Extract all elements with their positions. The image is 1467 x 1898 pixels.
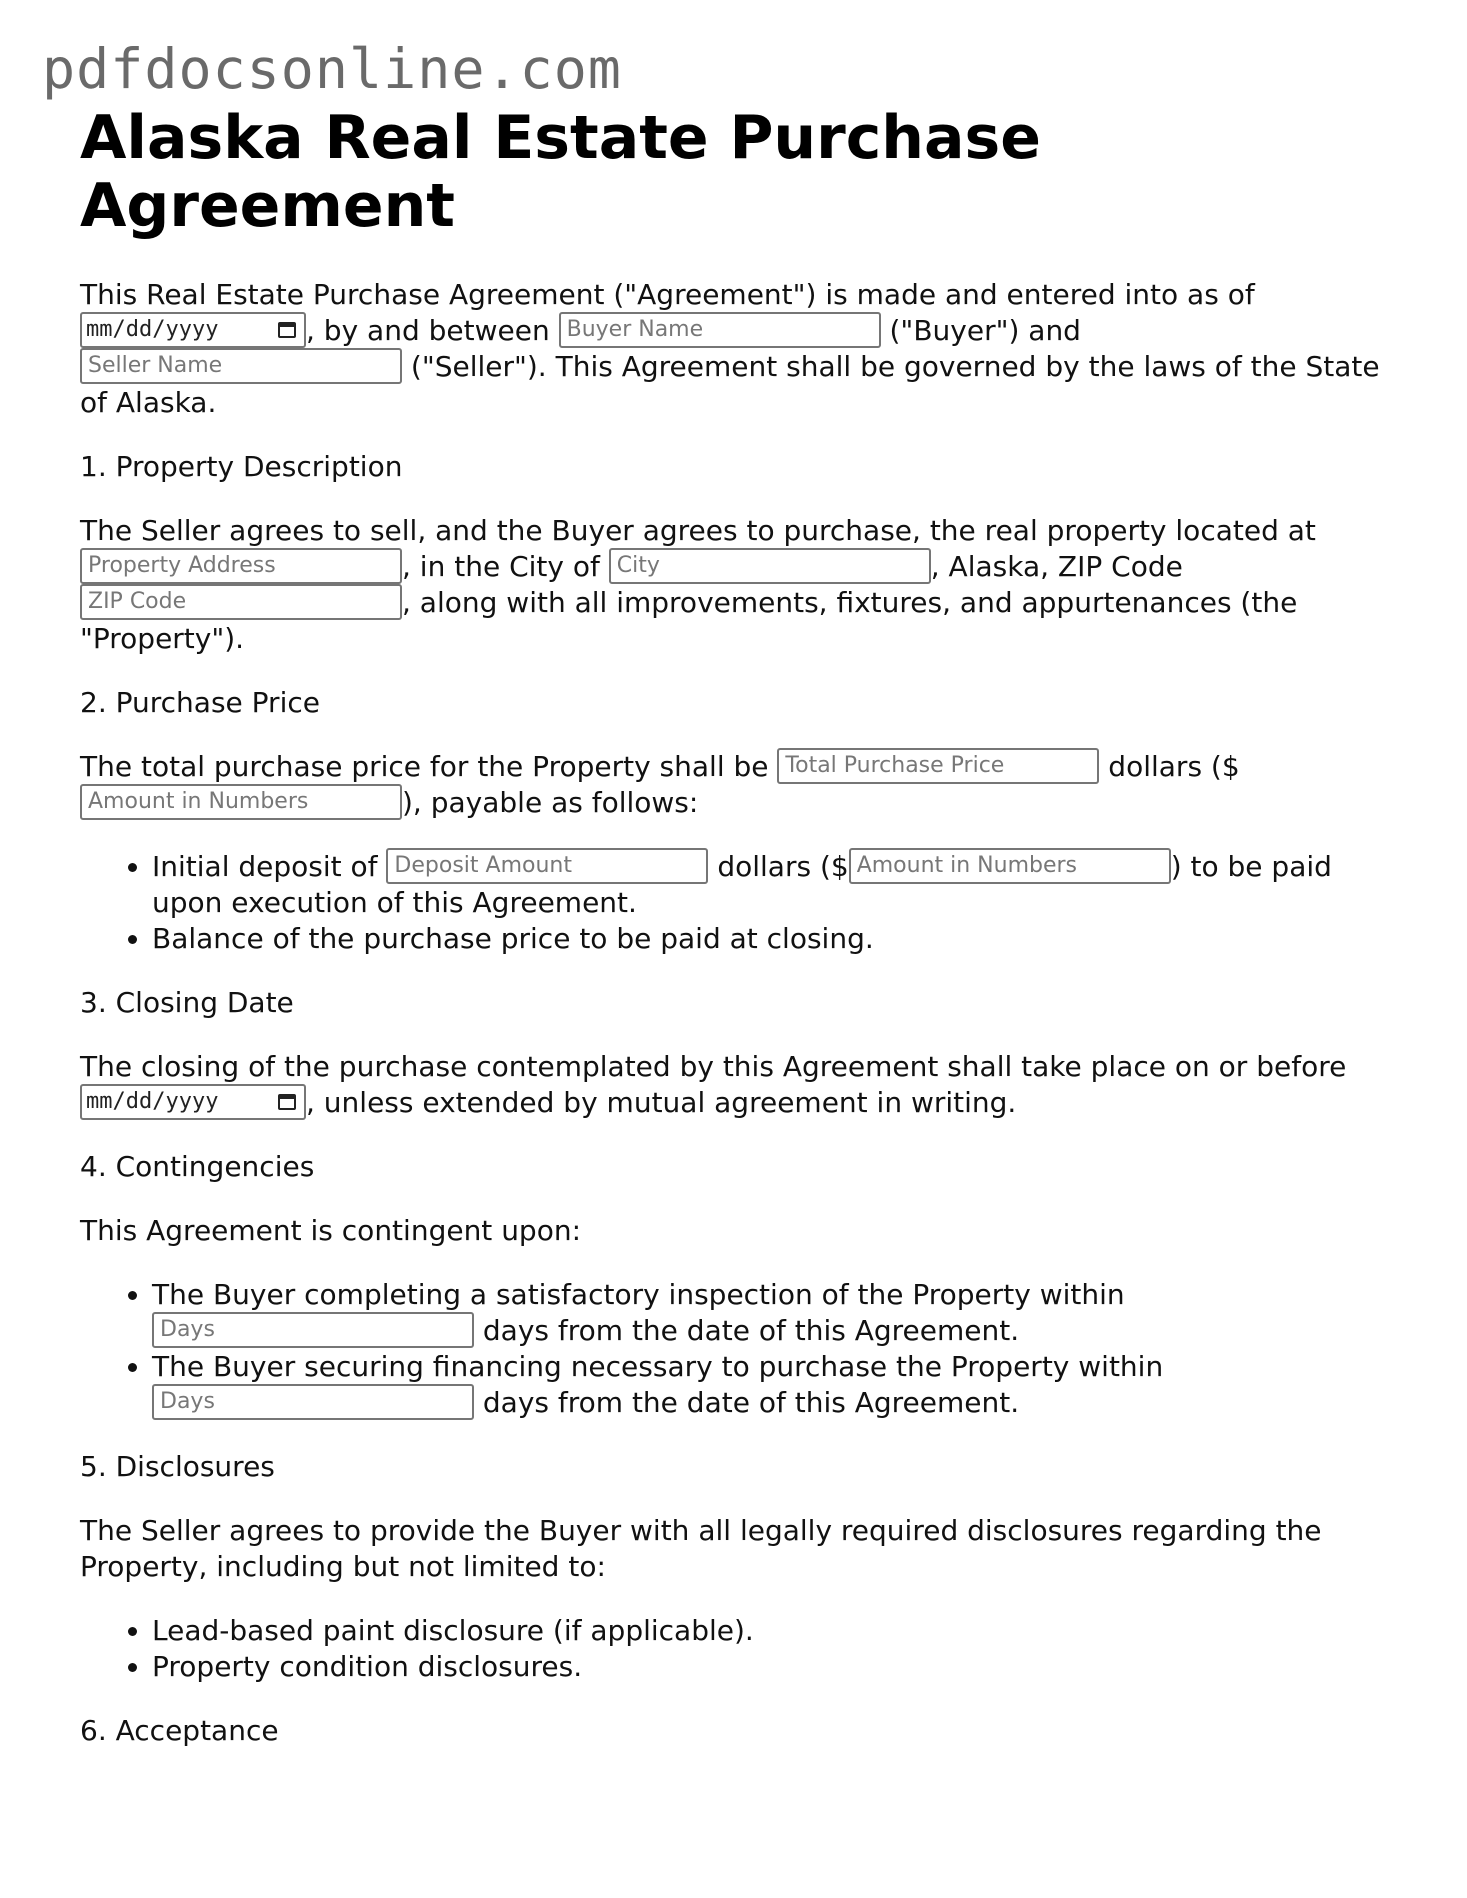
city-input[interactable]: City <box>609 548 931 584</box>
s2-text-3: ), payable as follows: <box>402 786 699 819</box>
intro-text-4: ("Seller"). This Agreement shall be governed by the laws of the State of Alaska. <box>80 350 1380 419</box>
section-1-heading: 1. Property Description <box>80 450 403 483</box>
list-item <box>152 1349 1385 1421</box>
list-item: • Balance of the purchase price to be paid at closing. <box>152 921 1385 957</box>
s2-text-2: dollars ($ <box>1099 750 1240 783</box>
document <box>80 104 1385 1749</box>
s4-b1-text-2: days from the date of this Agreement. <box>474 1314 1020 1347</box>
agreement-date-placeholder: mm/dd/yyyy <box>86 317 219 342</box>
closing-date-input[interactable] <box>80 1084 306 1120</box>
property-address-input[interactable]: Property Address <box>80 548 402 584</box>
closing-date-placeholder: mm/dd/yyyy <box>86 1089 219 1114</box>
calendar-icon[interactable] <box>278 322 296 338</box>
calendar-icon[interactable] <box>278 1094 296 1110</box>
section-6-heading: 6. Acceptance <box>80 1714 279 1747</box>
inspection-days-input[interactable]: Days <box>152 1312 474 1348</box>
financing-days-input[interactable]: Days <box>152 1384 474 1420</box>
s1-text-2: , in the City of <box>402 550 609 583</box>
deposit-amount-numbers-input[interactable]: Amount in Numbers <box>849 848 1171 884</box>
buyer-name-input[interactable]: Buyer Name <box>559 312 881 348</box>
intro-text-1: This Real Estate Purchase Agreement ("Agreement") is made and entered into as of <box>80 278 1255 311</box>
page-title: Alaska Real Estate Purchase Agreement <box>80 103 1041 241</box>
list-item: • Property condition disclosures. <box>152 1649 1385 1685</box>
s2-b1-text-3: ) to be paid upon execution of this Agreement. <box>152 850 1332 919</box>
s4-b2-text-2: days from the date of this Agreement. <box>474 1386 1020 1419</box>
intro-paragraph <box>80 277 1385 421</box>
section-4-paragraph: This Agreement is contingent upon: <box>80 1214 582 1247</box>
s2-b1-text-2: dollars ($ <box>708 850 849 883</box>
list-item: • Lead-based paint disclosure (if applicable). <box>152 1613 1385 1649</box>
payment-list <box>80 849 1385 957</box>
s2-text-1: The total purchase price for the Property shall be <box>80 750 778 783</box>
contingency-list <box>80 1277 1385 1421</box>
intro-text-3: ("Buyer") and <box>880 314 1081 347</box>
disclosure-list <box>80 1613 1385 1685</box>
section-2-paragraph <box>80 749 1385 821</box>
s1-text-1: The Seller agrees to sell, and the Buyer agrees to purchase, the real property located at <box>80 514 1316 547</box>
section-5-heading: 5. Disclosures <box>80 1450 275 1483</box>
agreement-date-input[interactable] <box>80 312 306 348</box>
section-1-paragraph <box>80 513 1385 657</box>
list-item <box>152 849 1385 921</box>
s1-text-4: , along with all improvements, fixtures, and appurtenances (the "Property"). <box>80 586 1298 655</box>
section-3-paragraph <box>80 1049 1385 1121</box>
section-5-paragraph: The Seller agrees to provide the Buyer with all legally required disclosures regarding the Property, including but not limited to: <box>80 1514 1322 1583</box>
s2-b1-text-1: Initial deposit of <box>152 850 387 883</box>
s3-text-1: The closing of the purchase contemplated by this Agreement shall take place on or before <box>80 1050 1347 1083</box>
s4-b1-text-1: The Buyer completing a satisfactory inspection of the Property within <box>152 1278 1125 1311</box>
s4-b2-text-1: The Buyer securing financing necessary to purchase the Property within <box>152 1350 1164 1383</box>
total-purchase-price-input[interactable]: Total Purchase Price <box>777 748 1099 784</box>
section-2-heading: 2. Purchase Price <box>80 686 320 719</box>
purchase-amount-numbers-input[interactable]: Amount in Numbers <box>80 784 402 820</box>
deposit-amount-input[interactable]: Deposit Amount <box>386 848 708 884</box>
zip-code-input[interactable]: ZIP Code <box>80 584 402 620</box>
s1-text-3: , Alaska, ZIP Code <box>930 550 1183 583</box>
section-3-heading: 3. Closing Date <box>80 986 294 1019</box>
list-item <box>152 1277 1385 1349</box>
seller-name-input[interactable]: Seller Name <box>80 348 402 384</box>
watermark: pdfdocsonline.com <box>42 37 622 101</box>
section-4-heading: 4. Contingencies <box>80 1150 315 1183</box>
s3-text-2: , unless extended by mutual agreement in writing. <box>306 1086 1017 1119</box>
intro-text-2: , by and between <box>306 314 559 347</box>
